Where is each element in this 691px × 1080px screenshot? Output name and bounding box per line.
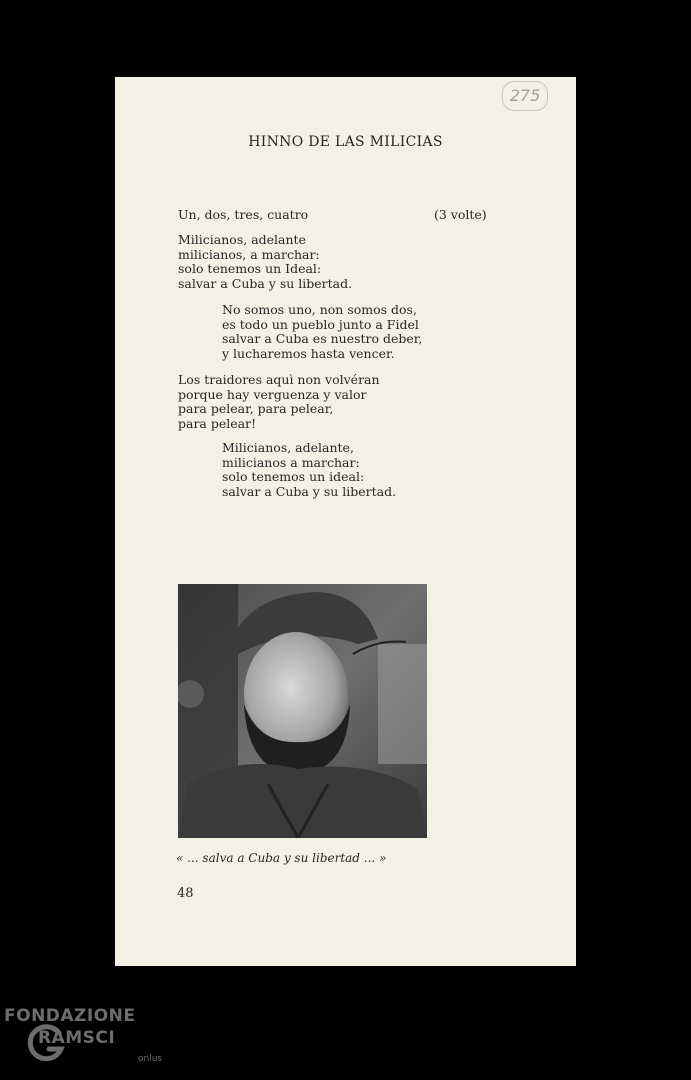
logo-text-line1: FONDAZIONE	[4, 1006, 136, 1026]
photo-caption: « ... salva a Cuba y su libertad ... »	[176, 851, 387, 865]
verse-line: salvar a Cuba y su libertad.	[222, 483, 397, 499]
first-line: Un, dos, tres, cuatro	[178, 207, 309, 222]
verse-line: solo tenemos un ideal:	[222, 469, 365, 485]
verse-line: milicianos a marchar:	[222, 454, 360, 470]
verse-line: salvar a Cuba es nuestro deber,	[222, 331, 423, 347]
verse-line: salvar a Cuba y su libertad.	[178, 275, 353, 291]
verse-line: Milicianos, adelante	[178, 232, 306, 247]
stanza-2	[222, 303, 422, 361]
verse-line: solo tenemos un Ideal:	[178, 261, 322, 277]
stanza-3	[178, 373, 380, 431]
verse-line: para pelear, para pelear,	[178, 401, 334, 417]
logo-text-line2: RAMSCI	[38, 1028, 116, 1048]
verse-line: y lucharemos hasta vencer.	[222, 345, 395, 361]
handwritten-page-annotation: 275	[502, 81, 548, 111]
verse-line: Milicianos, adelante,	[222, 440, 354, 455]
song-title: HINNO DE LAS MILICIAS	[248, 134, 443, 150]
stanza-1	[178, 233, 352, 291]
verse-line: No somos uno, non somos dos,	[222, 302, 417, 317]
verse-line: Los traidores aquì non volvéran	[178, 372, 380, 387]
verse-line: milicianos, a marchar:	[178, 246, 320, 262]
fondazione-gramsci-logo	[4, 1006, 174, 1076]
page-number: 48	[177, 886, 194, 901]
book-page	[115, 77, 576, 966]
logo-subtitle: onlus	[138, 1054, 163, 1064]
verse-line: para pelear!	[178, 415, 257, 431]
verse-line: porque hay verguenza y valor	[178, 386, 367, 402]
stanza-4	[222, 441, 396, 499]
portrait-photo	[178, 584, 427, 838]
repeat-note: (3 volte)	[434, 207, 487, 222]
verse-line: es todo un pueblo junto a Fidel	[222, 316, 419, 332]
